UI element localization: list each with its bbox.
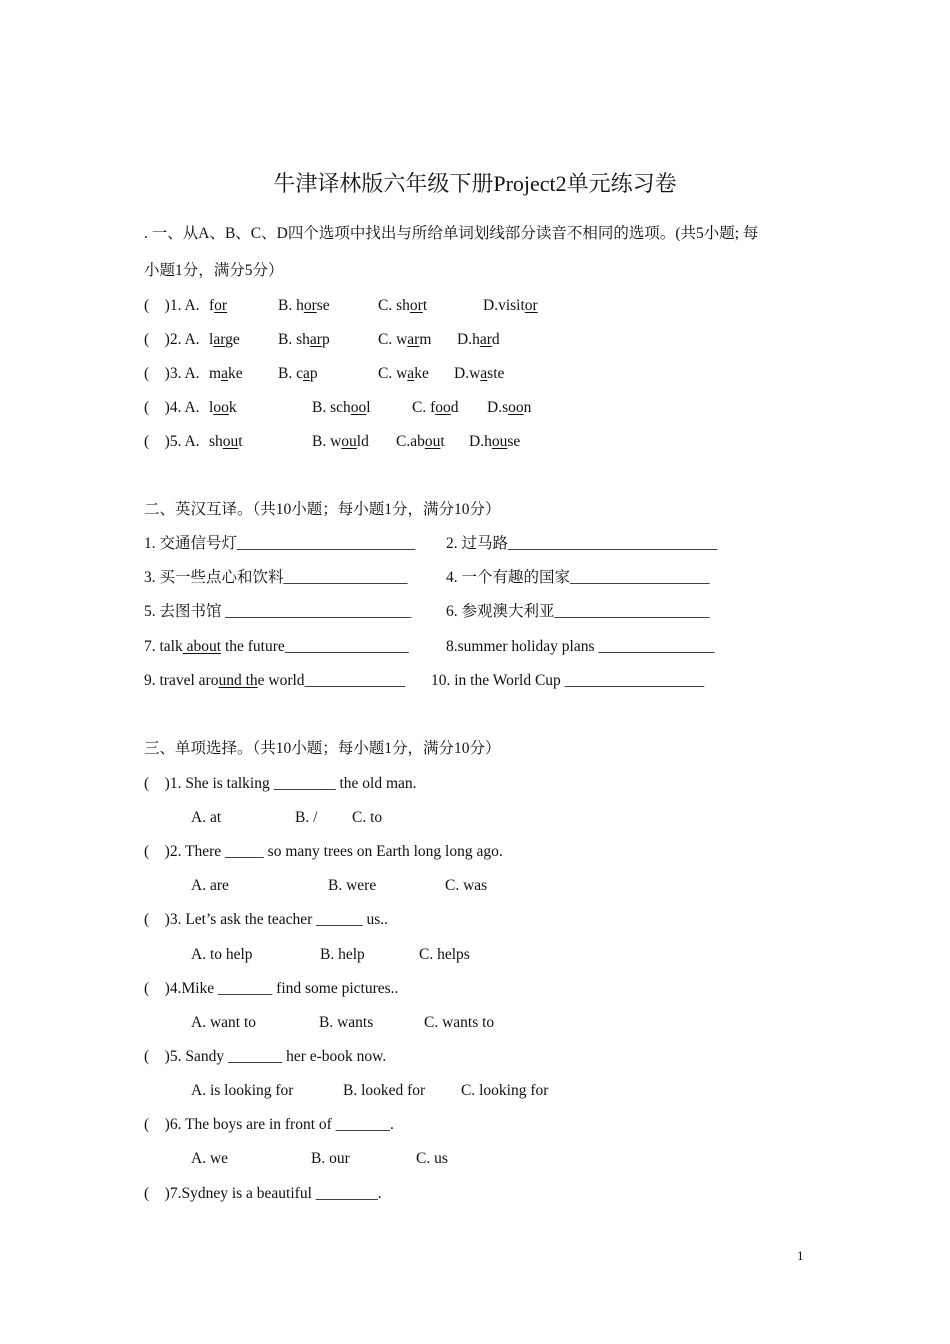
mc-option: A. want to (191, 1014, 257, 1031)
option-c: C. warm (378, 331, 432, 348)
mc-option: B. / (295, 809, 318, 826)
mc-option: C. looking for (461, 1082, 549, 1099)
underlined-sound: oo (508, 399, 524, 416)
question-number: ( )1. A. (144, 297, 204, 314)
section1-heading-cont: 小题1分，满分5分） (144, 262, 284, 279)
translation-item: 6. 参观澳大利亚____________________ (446, 603, 710, 620)
mc-option: C. helps (419, 946, 470, 963)
underlined-sound: ar (309, 331, 322, 348)
underlined-sound: or (214, 297, 228, 314)
underlined-sound: oo (435, 399, 451, 416)
mc-option: B. looked for (343, 1082, 426, 1099)
option-b: B. sharp (278, 331, 330, 348)
option-b: B. school (312, 399, 371, 416)
option-a: large (209, 331, 240, 348)
mc-option: A. at (191, 809, 222, 826)
question-number: ( )5. A. (144, 433, 204, 450)
underlined-sound: ou (491, 433, 508, 450)
translation-item: 1. 交通信号灯_______________________ (144, 535, 416, 552)
underlined-sound: a (302, 365, 310, 382)
translation-item: 8.summer holiday plans _______________ (446, 638, 715, 655)
option-a: make (209, 365, 243, 382)
option-c: C. short (378, 297, 428, 314)
option-a: shout (209, 433, 243, 450)
page-number: 1 (797, 1248, 804, 1263)
mc-question-stem: ( )5. Sandy _______ her e-book now. (144, 1048, 387, 1065)
mc-question-stem: ( )1. She is talking ________ the old man. (144, 775, 417, 792)
mc-option: A. is looking for (191, 1082, 294, 1099)
underlined-sound: ar (479, 331, 492, 348)
translation-item: 9. travel around the world_____________ (144, 672, 406, 689)
underlined-sound: ou (424, 433, 441, 450)
mc-option: C. wants to (424, 1014, 495, 1031)
section3-heading: 三、单项选择。（共10小题；每小题1分，满分10分） (144, 740, 501, 757)
option-b: B. would (312, 433, 369, 450)
option-d: D.soon (487, 399, 532, 416)
mc-question-stem: ( )2. There _____ so many trees on Earth long long ago. (144, 843, 503, 860)
option-d: D.house (469, 433, 521, 450)
mc-option: A. to help (191, 946, 253, 963)
mc-option: B. wants (319, 1014, 374, 1031)
underlined-sound: ar (407, 331, 420, 348)
underlined-sound: oo (213, 399, 229, 416)
translation-item: 4. 一个有趣的国家__________________ (446, 569, 710, 586)
mc-question-stem: ( )3. Let’s ask the teacher ______ us.. (144, 911, 389, 928)
mc-question-stem: ( )7.Sydney is a beautiful ________. (144, 1185, 382, 1202)
underlined-sound: or (409, 297, 423, 314)
translation-item: 7. talk about the future________________ (144, 638, 409, 655)
mc-option: C. was (445, 877, 488, 894)
translation-item: 5. 去图书馆 ________________________ (144, 603, 412, 620)
option-c: C. food (412, 399, 459, 416)
mc-option: B. help (320, 946, 365, 963)
option-c: C.about (396, 433, 445, 450)
question-number: ( )4. A. (144, 399, 204, 416)
underlined-sound: oo (350, 399, 367, 416)
mc-question-stem: ( )4.Mike _______ find some pictures.. (144, 980, 399, 997)
option-a: for (209, 297, 228, 314)
option-d: D.waste (454, 365, 505, 382)
translation-item: 2. 过马路___________________________ (446, 535, 718, 552)
question-number: ( )2. A. (144, 331, 204, 348)
mc-option: A. we (191, 1150, 229, 1167)
underlined-sound: a (407, 365, 415, 382)
underlined-sound: a (221, 365, 228, 382)
option-b: B. horse (278, 297, 330, 314)
option-c: C. wake (378, 365, 429, 382)
option-d: D.visitor (483, 297, 538, 314)
translation-item: 10. in the World Cup __________________ (431, 672, 705, 689)
mc-option: B. were (328, 877, 377, 894)
mc-option: C. to (352, 809, 383, 826)
section1-heading: . 一、从A、B、C、D四个选项中找出与所给单词划线部分读音不相同的选项。(共5小题; 每 (144, 225, 759, 242)
section2-heading: 二、英汉互译。（共10小题；每小题1分，满分10分） (144, 501, 501, 518)
page-title: 牛津译林版六年级下册Project2单元练习卷 (273, 171, 677, 196)
mc-option: C. us (416, 1150, 448, 1167)
mc-option: A. are (191, 877, 229, 894)
question-number: ( )3. A. (144, 365, 204, 382)
underlined-sound: ar (213, 331, 226, 348)
underlined-sound: or (303, 297, 317, 314)
underlined-sound: a (480, 365, 488, 382)
translation-item: 3. 买一些点心和饮料________________ (144, 569, 408, 586)
underlined-sound: ou (222, 433, 239, 450)
mc-question-stem: ( )6. The boys are in front of _______. (144, 1116, 394, 1133)
option-a: look (209, 399, 237, 416)
underlined-sound: or (524, 297, 538, 314)
mc-option: B. our (311, 1150, 350, 1167)
option-d: D.hard (457, 331, 500, 348)
underlined-sound: ou (341, 433, 357, 450)
option-b: B. cap (278, 365, 318, 382)
